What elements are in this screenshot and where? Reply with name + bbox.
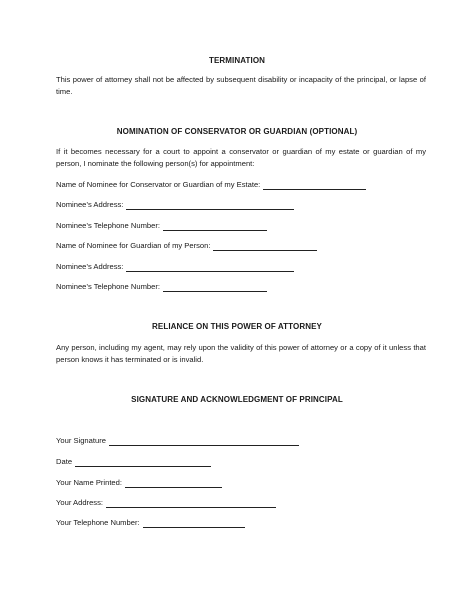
termination-text: This power of attorney shall not be affected by subsequent disability or incapacity of the principal, or lapse of time. <box>56 75 426 96</box>
estate-nominee-address-label: Nominee’s Address: <box>56 200 124 209</box>
person-nominee-phone-line[interactable] <box>163 283 267 292</box>
principal-signature-label: Your Signature <box>56 436 106 445</box>
person-nominee-address-line[interactable] <box>126 263 294 272</box>
reliance-heading: RELIANCE ON THIS POWER OF ATTORNEY <box>152 322 322 331</box>
nomination-heading: NOMINATION OF CONSERVATOR OR GUARDIAN (OPTIONAL) <box>116 127 358 136</box>
person-nominee-name-line[interactable] <box>213 242 317 251</box>
principal-name-label: Your Name Printed: <box>56 478 122 487</box>
termination-heading: TERMINATION <box>208 56 266 65</box>
estate-nominee-phone-field <box>56 221 267 231</box>
nomination-text: If it becomes necessary for a court to appoint a conservator or guardian of my estate or guardian of my person, I nominate the following person(s) for appointment: <box>56 147 426 168</box>
principal-date-field <box>56 457 211 467</box>
person-nominee-phone-field <box>56 282 267 292</box>
principal-address-label: Your Address: <box>56 498 104 507</box>
principal-address-field <box>56 498 276 508</box>
person-nominee-name-field <box>56 241 317 251</box>
estate-nominee-name-line[interactable] <box>263 181 366 190</box>
estate-nominee-name-label: Name of Nominee for Conservator or Guardian of my Estate: <box>56 180 261 189</box>
estate-nominee-phone-label: Nominee’s Telephone Number: <box>56 221 160 230</box>
person-nominee-name-label: Name of Nominee for Guardian of my Person: <box>56 241 211 250</box>
person-nominee-address-field <box>56 262 294 272</box>
principal-phone-line[interactable] <box>143 519 245 528</box>
signature-heading: SIGNATURE AND ACKNOWLEDGMENT OF PRINCIPAL <box>131 395 343 404</box>
reliance-text: Any person, including my agent, may rely upon the validity of this power of attorney or a copy of it unless that person knows it has terminated or is invalid. <box>56 343 426 364</box>
principal-date-line[interactable] <box>75 458 211 467</box>
principal-name-line[interactable] <box>125 479 222 488</box>
principal-name-field <box>56 478 222 488</box>
principal-phone-field <box>56 518 245 528</box>
principal-signature-line[interactable] <box>109 437 299 446</box>
estate-nominee-name-field <box>56 180 366 190</box>
principal-phone-label: Your Telephone Number: <box>56 518 140 527</box>
person-nominee-phone-label: Nominee’s Telephone Number: <box>56 282 160 291</box>
estate-nominee-phone-line[interactable] <box>163 222 267 231</box>
principal-signature-field <box>56 436 299 446</box>
estate-nominee-address-line[interactable] <box>126 201 294 210</box>
estate-nominee-address-field <box>56 200 294 210</box>
principal-date-label: Date <box>56 457 73 466</box>
principal-address-line[interactable] <box>106 499 276 508</box>
person-nominee-address-label: Nominee’s Address: <box>56 262 124 271</box>
